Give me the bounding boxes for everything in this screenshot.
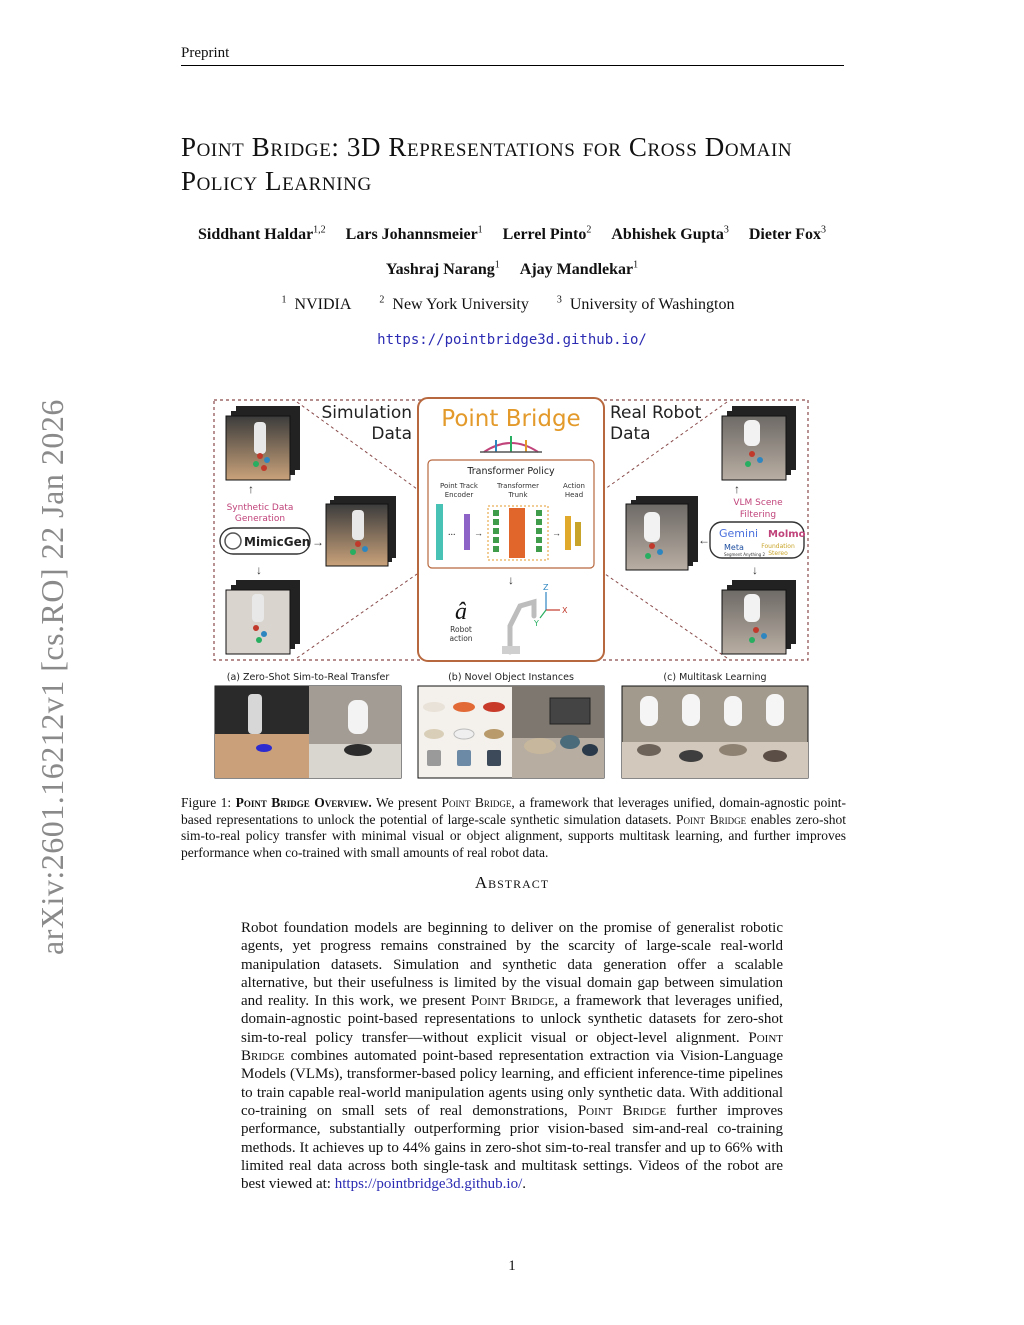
- affiliation: $^2$ New York University: [379, 295, 529, 314]
- running-head: Preprint: [181, 45, 230, 61]
- action-symbol: â: [455, 599, 467, 625]
- arrow-right: →: [312, 535, 324, 549]
- real-stack-middle: [626, 496, 698, 570]
- abstract-heading: Abstract: [474, 873, 550, 892]
- svg-text:Molmo: Molmo: [768, 529, 806, 540]
- header-rule: [181, 65, 844, 66]
- svg-text:Z: Z: [543, 583, 549, 592]
- svg-text:Segment Anything 2: Segment Anything 2: [724, 552, 766, 557]
- author: Lerrel Pinto$^2$: [502, 225, 592, 244]
- mimicgen-label: MimicGen: [244, 535, 311, 549]
- sim-stack-middle: [326, 496, 396, 566]
- author: Yashraj Narang$^1$: [385, 260, 500, 279]
- panel-b-label: (b) Novel Object Instances: [448, 672, 574, 683]
- panel-c-image: [622, 686, 808, 778]
- caption-label: Figure 1:: [181, 795, 232, 810]
- paper-title: Point Bridge: 3D Representations for Cross Domain Policy Learning: [181, 132, 793, 196]
- author: Dieter Fox$^3$: [748, 225, 826, 244]
- panel-a-image: [215, 686, 401, 778]
- svg-text:Point Track: Point Track: [440, 482, 478, 490]
- vlm-label-1: VLM Scene: [733, 498, 783, 508]
- svg-text:→: →: [474, 528, 483, 538]
- svg-text:←: ←: [698, 533, 710, 547]
- author: Lars Johannsmeier$^1$: [345, 225, 483, 244]
- project-url-link[interactable]: https://pointbridge3d.github.io/: [377, 332, 647, 348]
- svg-text:→: →: [552, 528, 561, 538]
- svg-text:↓: ↓: [508, 573, 514, 587]
- real-stack-bottom: [722, 580, 796, 654]
- panel-c-label: (c) Multitask Learning: [663, 672, 767, 683]
- svg-text:Trunk: Trunk: [508, 491, 528, 499]
- authors-line-1: [0, 225, 1024, 244]
- affiliation: $^1$ NVIDIA: [281, 295, 352, 314]
- svg-text:Action: Action: [563, 482, 585, 490]
- simulation-label-1: Simulation: [321, 403, 412, 423]
- svg-text:↓: ↓: [256, 563, 262, 577]
- sim-stack-bottom: [226, 580, 300, 654]
- arxiv-stamp: arXiv:2601.16212v1 [cs.RO] 22 Jan 2026: [34, 399, 70, 955]
- head-block: [565, 516, 571, 550]
- svg-text:↓: ↓: [752, 563, 758, 577]
- caption-bold: Point Bridge Overview.: [235, 795, 372, 810]
- sim-stack-top: [226, 406, 300, 480]
- affiliation: $^3$ University of Washington: [556, 295, 735, 314]
- synthetic-label-1: Synthetic Data: [226, 503, 294, 513]
- authors-line-2: [0, 260, 1024, 279]
- encoder-block: [436, 504, 443, 560]
- abstract-body: Robot foundation models are beginning to deliver on the promise of generalist robotic agents, yet progress remains constrained by the scarcity of large-scale real-world manipulation datasets. Simulation and synthetic data generation offer a scalable alternative, but their usefulness is limited by the visual domain gap between simulation and reality. In this work, we present Point Bridge, a framework that leverages unified, domain-agnostic point-based representations to unlock synthetic datasets for zero-shot sim-to-real policy transfer—without explicit visual or object-level alignment. Point Bridge combines automated point-based representation extraction via Vision-Language Models (VLMs), transformer-based policy learning, and efficient inference-time pipelines to train capable real-world manipulation agents using only synthetic data. With additional co-training on small sets of real demonstrations, Point Bridge further improves performance, substantially outperforming prior vision-based sim-and-real co-training methods. It achieves up to 44% gains in zero-shot sim-to-real transfer and up to 66% with limited real data across both single-task and multitask settings. Videos of the robot are best viewed at: https://pointbridge3d.github.io/.: [241, 920, 783, 1193]
- author: Abhishek Gupta$^3$: [611, 225, 729, 244]
- point-bridge-title: Point Bridge: [441, 406, 581, 432]
- real-robot-label-2: Data: [610, 424, 651, 444]
- abstract-url-link[interactable]: https://pointbridge3d.github.io/: [334, 1176, 523, 1193]
- svg-text:X: X: [562, 606, 568, 615]
- panel-b-image: [418, 686, 604, 778]
- figure-overview: [212, 394, 812, 780]
- svg-text:Stereo: Stereo: [768, 550, 788, 557]
- trunk-block: [509, 508, 525, 558]
- panel-a-label: (a) Zero-Shot Sim-to-Real Transfer: [226, 672, 390, 683]
- author: Ajay Mandlekar$^1$: [519, 260, 639, 279]
- simulation-label-2: Data: [371, 424, 412, 444]
- real-robot-label-1: Real Robot: [610, 403, 702, 423]
- svg-text:Robot: Robot: [450, 625, 472, 634]
- svg-text:Gemini: Gemini: [719, 527, 759, 540]
- svg-text:Transformer: Transformer: [496, 482, 540, 490]
- vlm-label-2: Filtering: [739, 510, 777, 520]
- page-number: 1: [508, 1258, 516, 1274]
- author: Siddhant Haldar$^{1,2}$: [198, 225, 326, 244]
- arrow-up: ↑: [248, 482, 254, 496]
- svg-text:...: ...: [448, 527, 456, 538]
- svg-text:Foundation: Foundation: [761, 543, 795, 550]
- svg-text:Encoder: Encoder: [444, 491, 474, 499]
- affiliations: [0, 295, 1024, 314]
- real-stack-top: [722, 406, 796, 480]
- svg-text:action: action: [449, 634, 473, 643]
- synthetic-label-2: Generation: [234, 514, 286, 524]
- svg-text:Y: Y: [534, 619, 539, 628]
- svg-text:↑: ↑: [734, 482, 740, 496]
- policy-title: Transformer Policy: [467, 466, 555, 477]
- figure-caption: Figure 1: Point Bridge Overview. We present Point Bridge, a framework that leverages unified, domain-agnostic point-based representations to unlock the potential of large-scale synthetic simulation datasets. Point Bridge enables zero-shot sim-to-real policy transfer with minimal visual or object alignment, supports multitask learning, and further improves performance when co-trained with small amounts of real robot data.: [181, 795, 847, 860]
- svg-text:Head: Head: [564, 491, 584, 499]
- svg-text:Meta: Meta: [724, 543, 744, 552]
